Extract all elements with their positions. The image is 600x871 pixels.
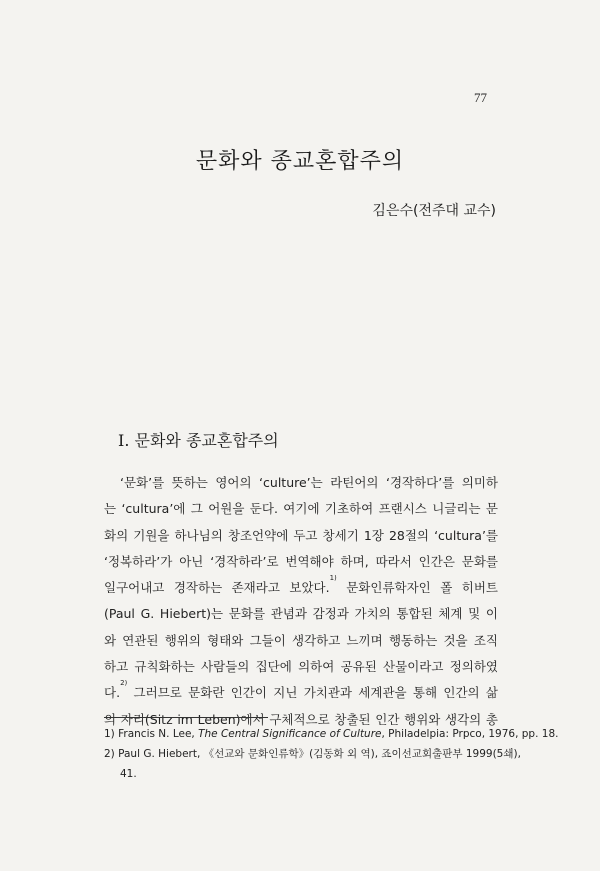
author-line: 김은수(전주대 교수) [372,203,496,219]
paragraph-line: (Paul G. Hiebert)는 문화를 관념과 감정과 가치의 통합된 체계 및 이 [104,606,498,622]
footnote-divider [104,717,268,718]
footnotes [104,724,559,784]
paragraph-line: 와 연관된 행위의 형태와 그들이 생각하고 느끼며 행동하는 것을 조직 [104,632,498,648]
paragraph-line: ‘문화’를 뜻하는 영어의 ‘culture’는 라틴어의 ‘경작하다’를 의미하 [120,475,498,490]
paragraph-line: 의 자리(Sitz im Leben)에서 구체적으로 창출된 인간 행위와 생각의 총 [104,711,498,727]
paragraph-line: 다.$^{2)}$ 그러므로 문화란 인간이 지닌 가치관과 세계관을 통해 인간의 삶 [104,680,498,701]
footnote-marker[interactable]: 1) [329,575,337,583]
paragraph-line: 일구어내고 경작하는 존재라고 보았다.$^{1)}$ 문화인류학자인 폴 히버트 [104,575,498,596]
paragraph-line: 하고 규칙화하는 사람들의 집단에 의하여 공유된 산물이라고 정의하였 [104,659,498,675]
paragraph-line: 화의 기원을 하나님의 창조언약에 두고 창세기 1장 28절의 ‘cultura’를 [104,527,498,543]
page-number: 77 [474,90,487,105]
article-title: 문화와 종교혼합주의 [195,149,405,174]
footnote-2-continued: 41. [120,768,137,780]
body-paragraph [104,470,498,733]
footnote-marker[interactable]: 2) [120,680,128,688]
paragraph-line: 는 ‘cultura’에 그 어원을 둔다. 여기에 기초하여 프랜시스 니글리는 문 [104,501,498,517]
footnote-1: 1) Francis N. Lee, The Central Significance of Culture, Philadelpia: Prpco, 1976, pp. 18. [104,728,559,740]
footnote-2: 2) Paul G. Hiebert, 《선교와 문화인류학》(김동화 외 역), 죠이선교회출판부 1999(5쇄), [104,748,521,760]
paragraph-line: ‘정복하라’가 아닌 ‘경작하라’로 번역해야 하며, 따라서 인간은 문화를 [104,553,498,569]
section-heading: I. 문화와 종교혼합주의 [118,431,279,450]
